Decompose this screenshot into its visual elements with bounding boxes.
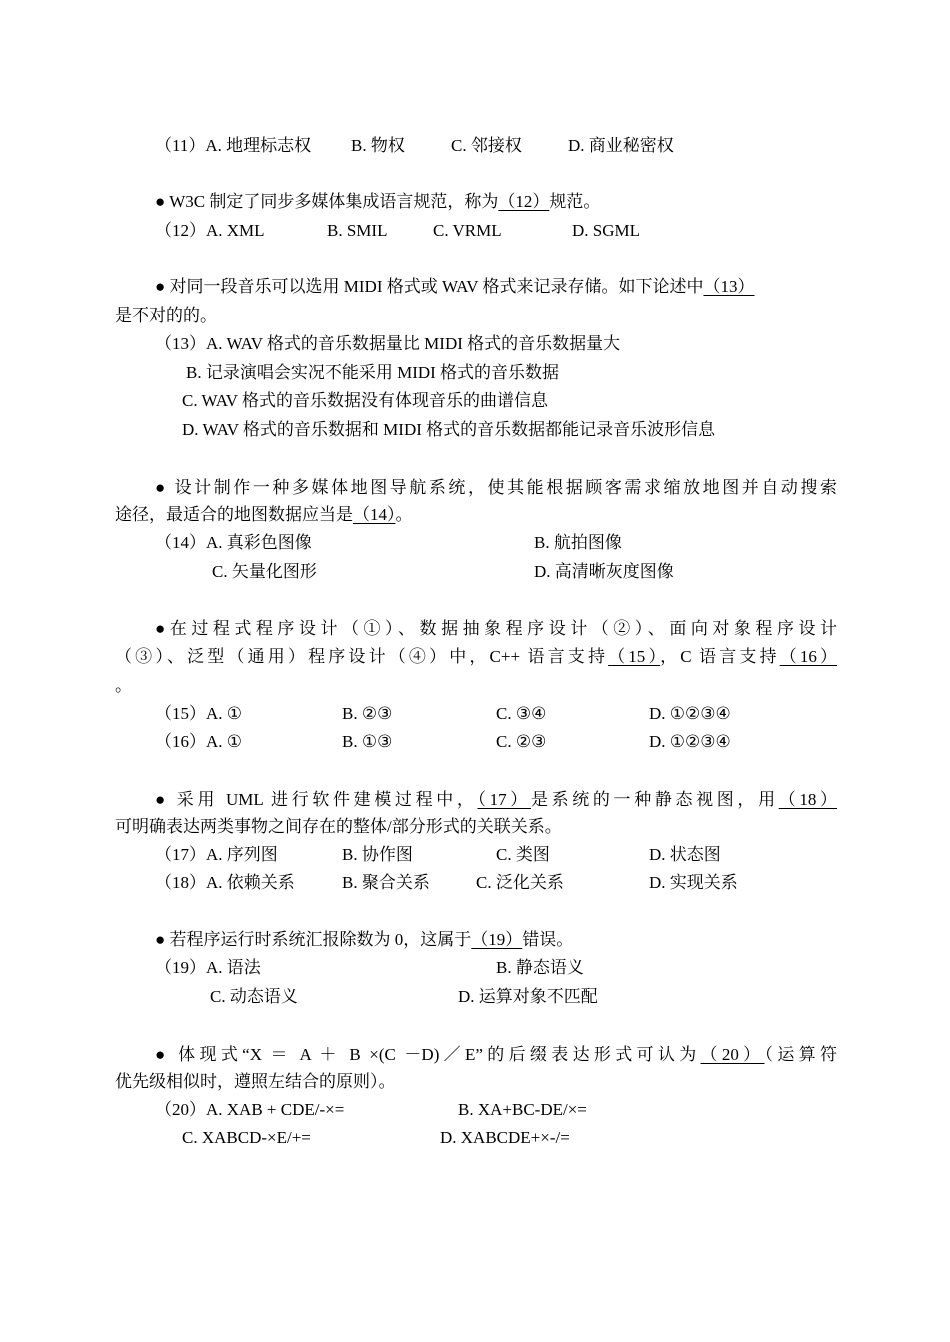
option-15-a: （15）A. ①: [155, 704, 243, 723]
option-19-c: C. 动态语义: [210, 987, 298, 1006]
option-16-b: B. ①③: [342, 732, 393, 751]
question-20-stem-line1: ● 体现式“X ＝ A ＋ B ×(C －D)／E”的后缀表达形式可认为（20）（运算符: [155, 1045, 837, 1064]
option-13-d: D. WAV 格式的音乐数据和 MIDI 格式的音乐数据都能记录音乐波形信息: [182, 420, 716, 439]
question-15-16-stem-line2: （③）、泛型（通用）程序设计（④）中，C++ 语言支持（15），C 语言支持（16）: [115, 647, 838, 666]
option-20-c: C. XABCD-×E/+=: [182, 1128, 311, 1147]
option-18-a: （18）A. 依赖关系: [155, 873, 295, 892]
question-15-16-stem-line3: 。: [115, 676, 132, 695]
option-16-d: D. ①②③④: [649, 732, 731, 751]
option-11-b: B. 物权: [351, 136, 405, 155]
option-16-c: C. ②③: [496, 732, 547, 751]
option-16-a: （16）A. ①: [155, 732, 243, 751]
option-15-c: C. ③④: [496, 704, 547, 723]
blank-20: （20）: [700, 1045, 765, 1064]
blank-12: （12）: [498, 192, 550, 211]
option-18-b: B. 聚合关系: [342, 873, 430, 892]
blank-18: （18）: [778, 790, 838, 809]
option-14-d: D. 高清晰灰度图像: [534, 562, 674, 581]
option-12-c: C. VRML: [433, 221, 502, 240]
blank-17: （17）: [477, 790, 531, 809]
blank-13: （13）: [703, 277, 755, 296]
question-14-stem-line2: 途径，最适合的地图数据应当是（14）。: [115, 505, 413, 524]
option-13-b: B. 记录演唱会实况不能采用 MIDI 格式的音乐数据: [186, 363, 560, 382]
option-20-d: D. XABCDE+×-/=: [440, 1128, 570, 1147]
option-15-b: B. ②③: [342, 704, 393, 723]
option-11-c: C. 邻接权: [451, 136, 522, 155]
option-12-b: B. SMIL: [327, 221, 388, 240]
option-12-a: （12）A. XML: [155, 221, 265, 240]
option-17-b: B. 协作图: [342, 845, 413, 864]
question-13-stem: ● 对同一段音乐可以选用 MIDI 格式或 WAV 格式来记录存储。如下论述中（13）: [155, 277, 755, 296]
question-14-stem-line1: ● 设计制作一种多媒体地图导航系统，使其能根据顾客需求缩放地图并自动搜索: [155, 478, 837, 497]
question-17-18-stem-line1: ● 采用 UML 进行软件建模过程中，（17）是系统的一种静态视图，用（18）: [155, 790, 838, 809]
option-17-d: D. 状态图: [649, 845, 721, 864]
option-18-d: D. 实现关系: [649, 873, 738, 892]
option-12-d: D. SGML: [572, 221, 641, 240]
option-13-c: C. WAV 格式的音乐数据没有体现音乐的曲谱信息: [182, 391, 548, 410]
blank-19: （19）: [471, 930, 523, 949]
option-20-a: （20）A. XAB + CDE/-×=: [155, 1100, 345, 1119]
option-17-c: C. 类图: [496, 845, 550, 864]
option-18-c: C. 泛化关系: [476, 873, 564, 892]
question-15-16-stem-line1: ●在过程式程序设计（①）、数据抽象程序设计（②）、面向对象程序设计: [155, 619, 837, 638]
option-19-d: D. 运算对象不匹配: [458, 987, 598, 1006]
question-13-stem-line2: 是不对的的。: [115, 306, 217, 325]
option-15-d: D. ①②③④: [649, 704, 731, 723]
option-11-d: D. 商业秘密权: [568, 136, 674, 155]
blank-16: （16）: [779, 647, 838, 666]
blank-14: （14）: [353, 505, 396, 524]
question-20-stem-line2: 优先级相似时，遵照左结合的原则）。: [115, 1072, 396, 1091]
option-17-a: （17）A. 序列图: [155, 845, 278, 864]
option-11-a: （11）A. 地理标志权: [155, 136, 312, 155]
option-20-b: B. XA+BC-DE/×=: [458, 1100, 587, 1119]
question-19-stem: ● 若程序运行时系统汇报除数为 0，这属于（19）错误。: [155, 930, 574, 949]
option-19-a: （19）A. 语法: [155, 958, 261, 977]
option-14-c: C. 矢量化图形: [212, 562, 317, 581]
option-13-a: （13）A. WAV 格式的音乐数据量比 MIDI 格式的音乐数据量大: [155, 334, 621, 353]
blank-15: （15）: [608, 647, 661, 666]
option-19-b: B. 静态语义: [496, 958, 584, 977]
question-17-18-stem-line2: 可明确表达两类事物之间存在的整体/部分形式的关联关系。: [115, 817, 562, 836]
question-12-stem: ● W3C 制定了同步多媒体集成语言规范，称为（12）规范。: [155, 192, 601, 211]
option-14-b: B. 航拍图像: [534, 533, 622, 552]
option-14-a: （14）A. 真彩色图像: [155, 533, 312, 552]
